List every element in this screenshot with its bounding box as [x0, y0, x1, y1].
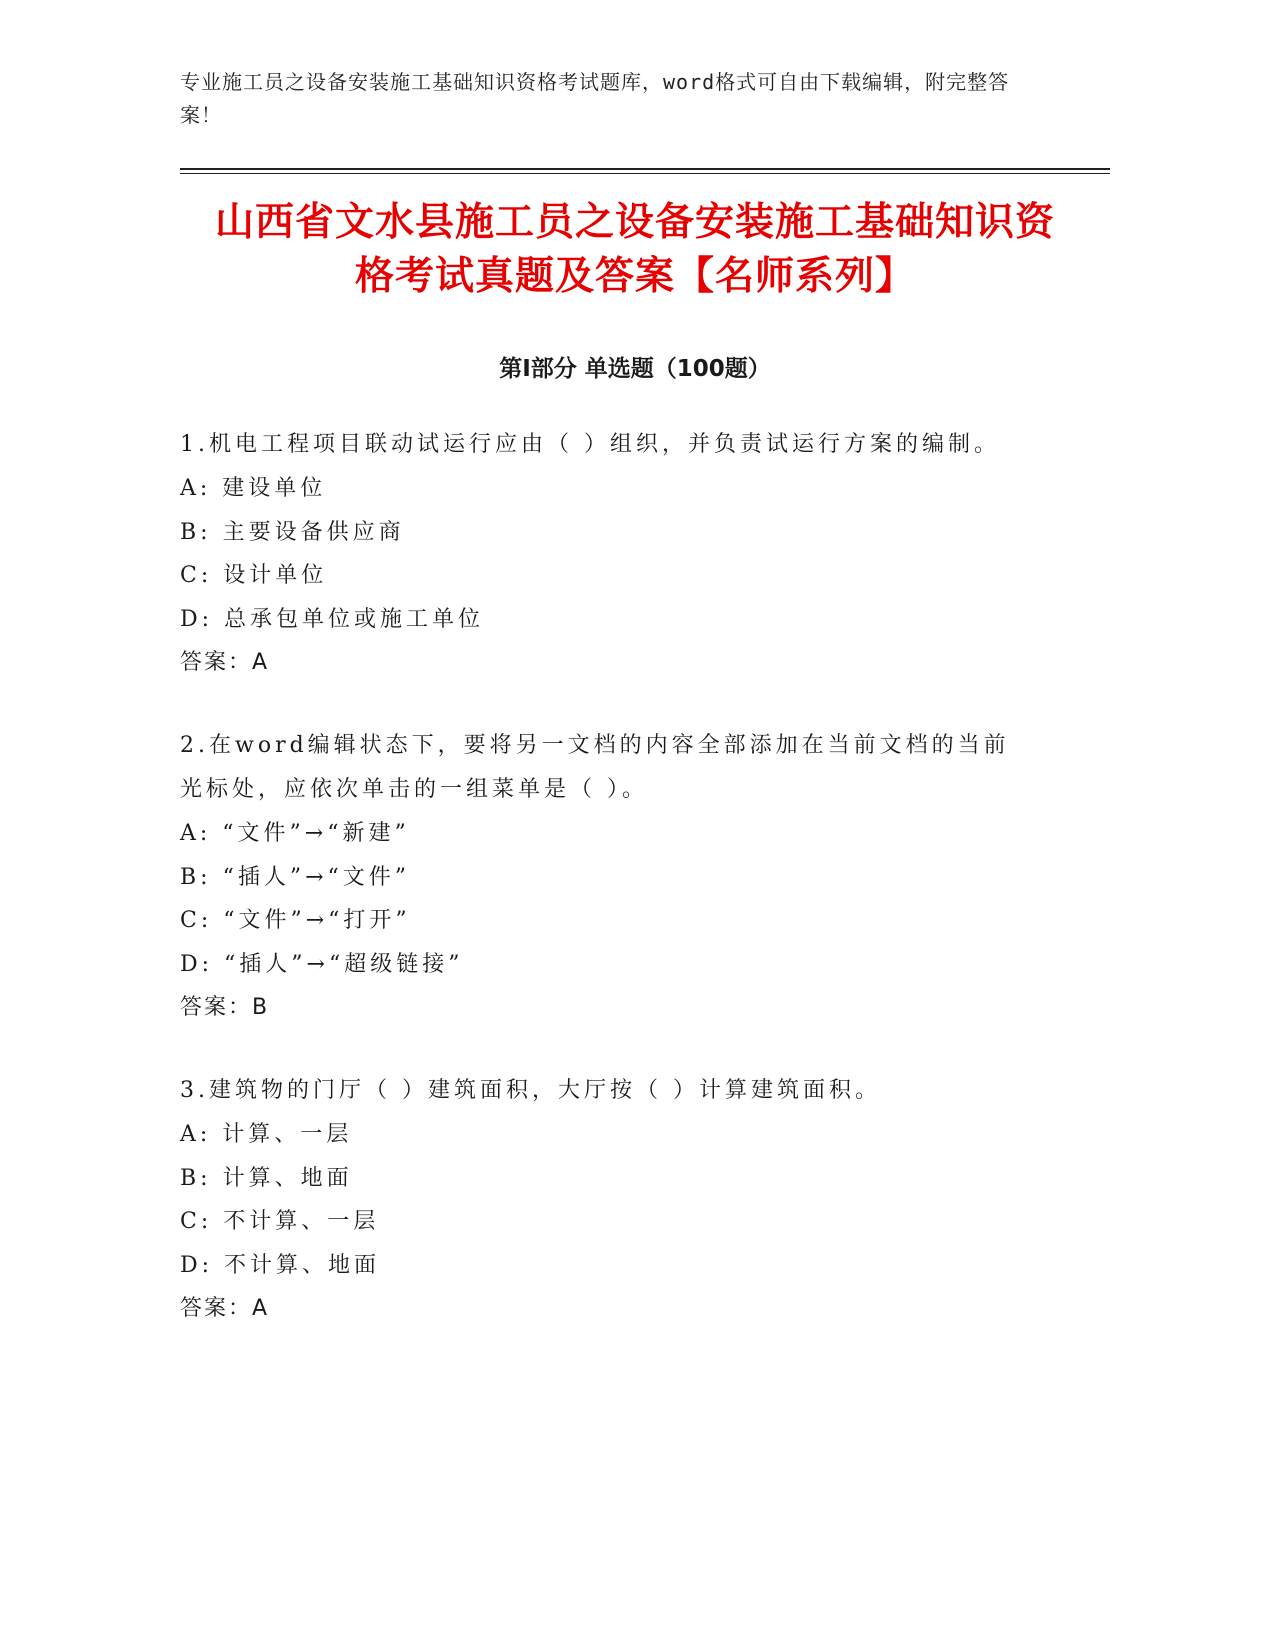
question-1	[180, 423, 1110, 685]
header-rule	[180, 168, 1110, 174]
option-d: D: 不计算、地面	[180, 1252, 381, 1278]
question-stem: 2.在word编辑状态下，要将另一文档的内容全部添加在当前文档的当前光标处，应依次单击的一组菜单是（ ）。	[180, 733, 1010, 802]
option-b: B: 计算、地面	[180, 1165, 353, 1191]
answer: 答案：B	[180, 995, 270, 1020]
question-stem: 1.机电工程项目联动试运行应由（ ）组织，并负责试运行方案的编制。	[180, 432, 1000, 457]
question-2	[180, 724, 1110, 1030]
option-b: B: 主要设备供应商	[180, 519, 405, 545]
header-note: 专业施工员之设备安装施工基础知识资格考试题库，word格式可自由下载编辑，附完整答案！	[180, 70, 1010, 127]
document-page	[180, 66, 1110, 1370]
document-title: 山西省文水县施工员之设备安装施工基础知识资格考试真题及答案【名师系列】	[214, 200, 1055, 299]
option-c: C: 设计单位	[180, 563, 328, 588]
header-rule-thin	[180, 173, 1110, 174]
header-rule-thick	[180, 168, 1110, 170]
section-title: 第Ⅰ部分 单选题（100题）	[499, 356, 771, 382]
option-a: A: 建设单位	[180, 476, 327, 501]
question-stem: 3.建筑物的门厅（ ）建筑面积，大厅按（ ）计算建筑面积。	[180, 1078, 881, 1103]
question-list	[180, 423, 1110, 1331]
answer: 答案：A	[180, 650, 270, 675]
question-3	[180, 1069, 1110, 1331]
option-d: D: 总承包单位或施工单位	[180, 606, 485, 632]
option-b: B: “插人”→“文件”	[180, 864, 410, 890]
option-c: C: 不计算、一层	[180, 1209, 380, 1234]
option-a: A: 计算、一层	[180, 1122, 353, 1147]
answer: 答案：A	[180, 1296, 270, 1321]
option-d: D: “插人”→“超级链接”	[180, 951, 464, 977]
option-c: C: “文件”→“打开”	[180, 908, 411, 933]
option-a: A: “文件”→“新建”	[180, 821, 410, 846]
